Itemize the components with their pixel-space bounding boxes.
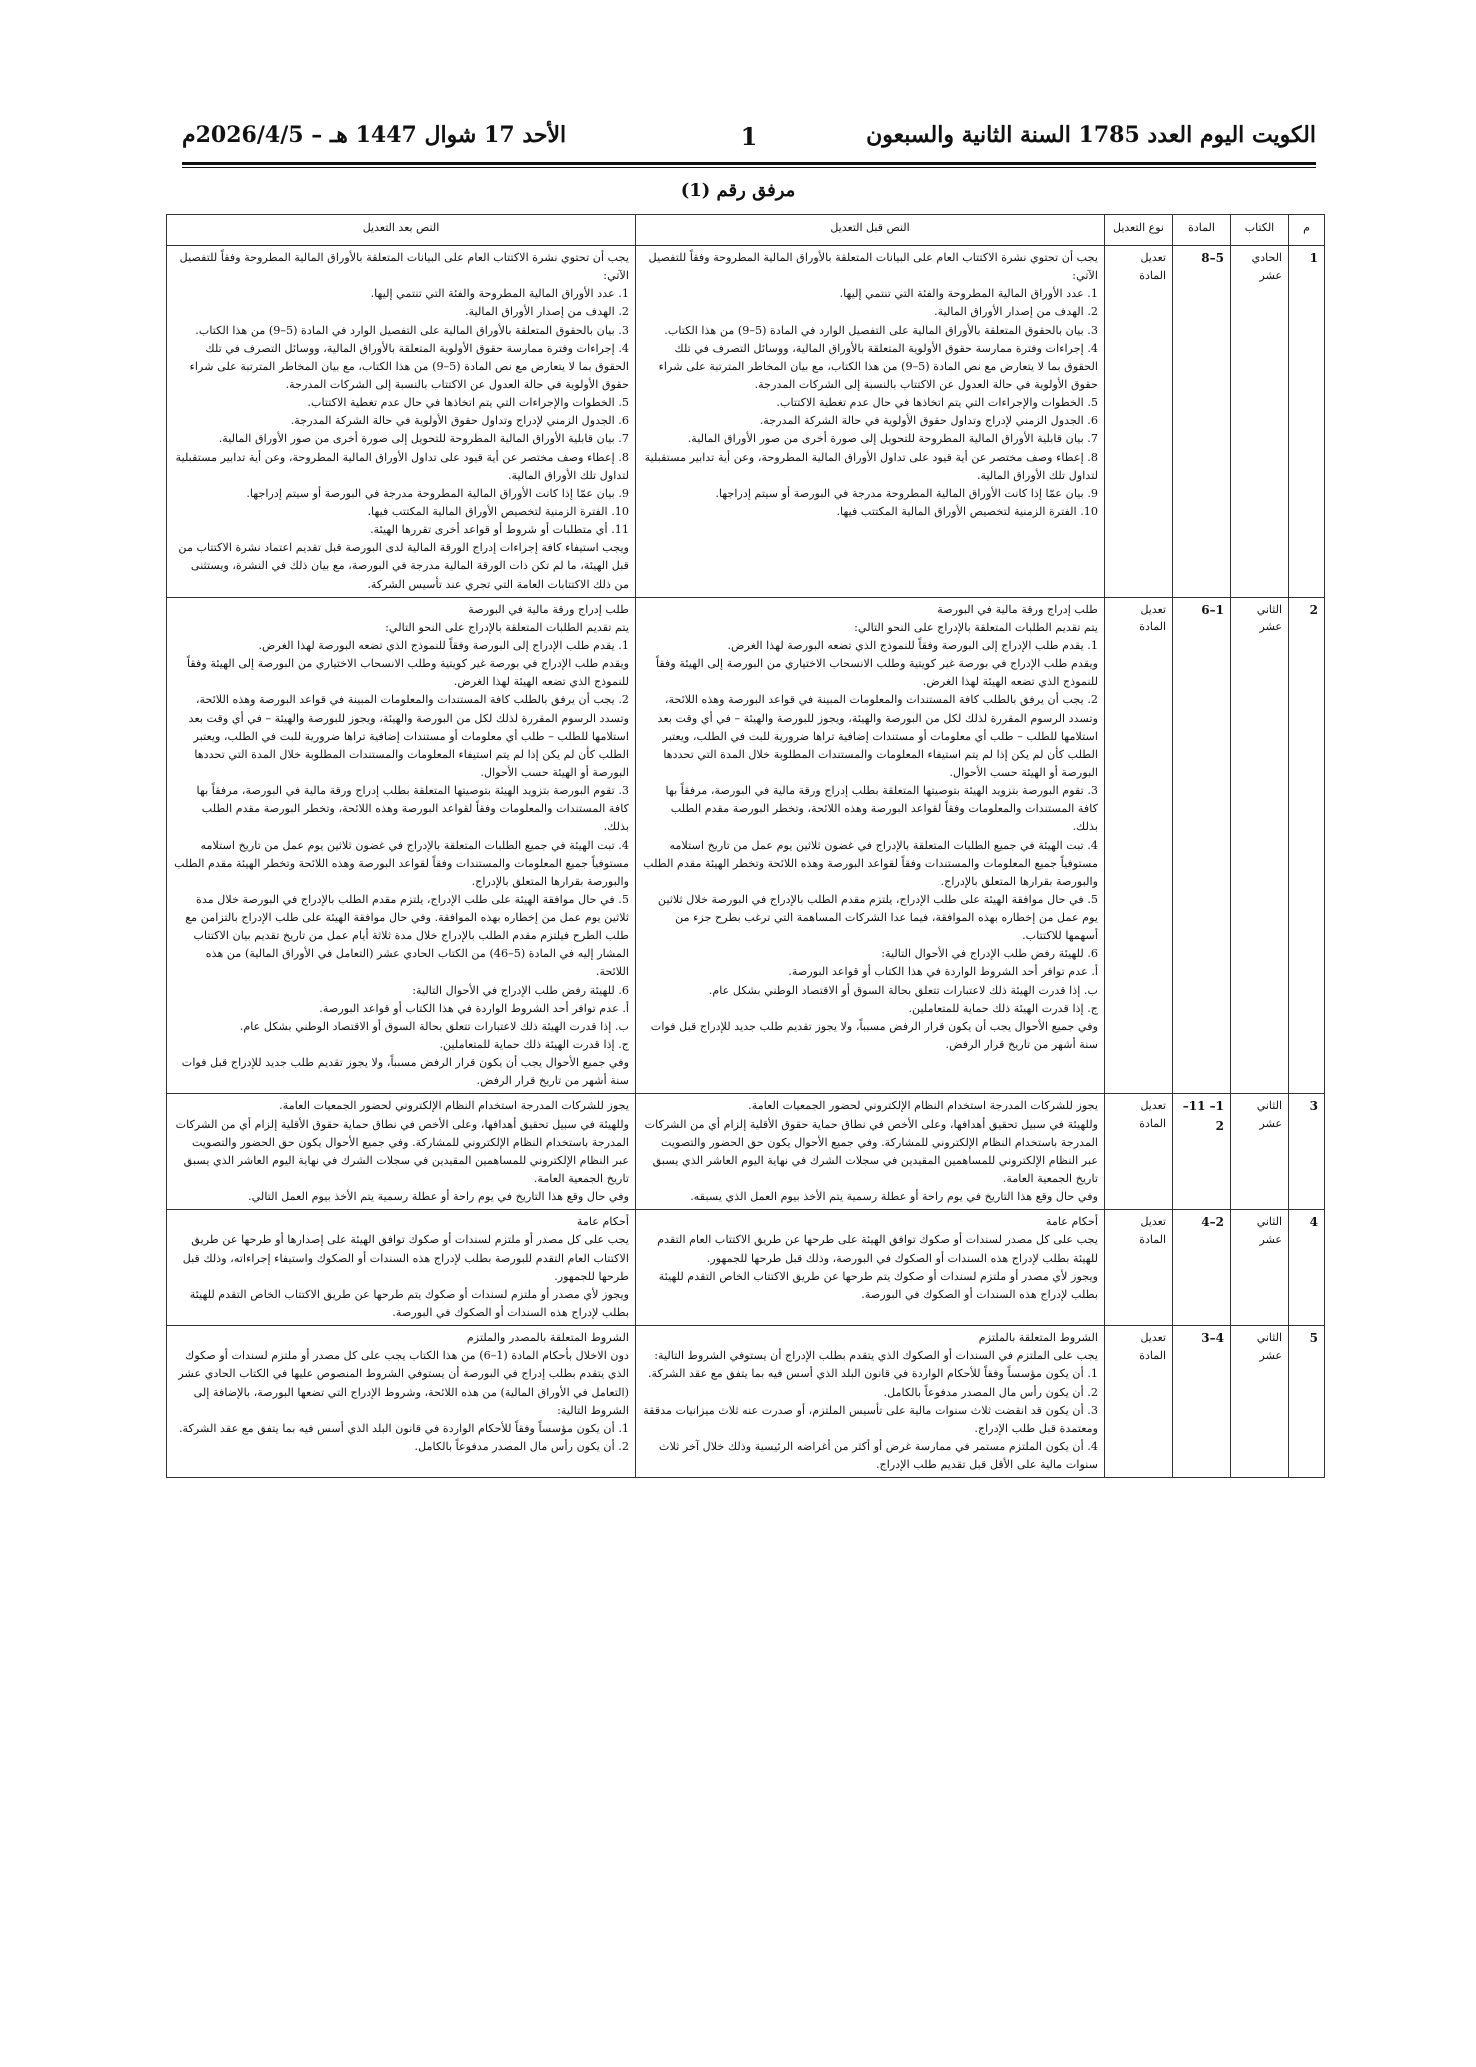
text-line: 2. الهدف من إصدار الأوراق المالية. (465, 305, 629, 319)
text-line: أحكام عامة (576, 1215, 629, 1229)
header-rule-thin (182, 167, 1316, 168)
col-header-after: النص بعد التعديل (167, 215, 636, 246)
row-number: 3 (1289, 1094, 1325, 1210)
text-line: 4. تبت الهيئة في جميع الطلبات المتعلقة بالإدراج في غضون ثلاثين يوم عمل من تاريخ استلامه مستوفياً جميع المعلومات والمستندات وفقاً لقواعد البورصة وهذه اللائحة وتخطر الهيئة مقدم الطلب والبورصة بقرارها المتعلق بالإدراج. (174, 838, 629, 888)
text-after-amendment (167, 1210, 636, 1326)
text-line: 3. بيان بالحقوق المتعلقة بالأوراق المالية على التفصيل الوارد في المادة (5–9) من هذا الكتاب. (664, 323, 1098, 337)
text-line: يجب على كل مصدر أو ملتزم لسندات أو صكوك توافق الهيئة على إصدارها أو طرحها عن طريق الاكتتاب العام التقدم للبورصة بطلب لإدراج هذه السندات أو الصكوك واستيفاء إجراءاته، وذلك قبل طرحها للجمهور. (182, 1233, 629, 1283)
text-line: يجب أن تحتوي نشرة الاكتتاب العام على البيانات المتعلقة بالأوراق المالية المطروحة وفقاً للتفصيل الآتي: (179, 251, 629, 283)
row-article: 1–6 (1173, 597, 1231, 1094)
text-line: وفي جميع الأحوال يجب أن يكون قرار الرفض مسبباً، ولا يجوز تقديم طلب جديد للإدراج قبل فوات سنة أشهر من تاريخ قرار الرفض. (650, 1019, 1098, 1052)
text-line: 6. للهيئة رفض طلب الإدراج في الأحوال التالية: (881, 947, 1098, 961)
header-rule-thick (182, 162, 1316, 165)
text-line: 2. أن يكون رأس مال المصدر مدفوعاً بالكامل. (414, 1440, 629, 1453)
text-line: 11. أي متطلبات أو شروط أو قواعد أخرى تقررها الهيئة. (370, 523, 629, 537)
text-line: ويقدم طلب الإدراج في بورصة غير كويتية وطلب الانسحاب الاختياري من البورصة إلى الهيئة وفقاً للنموذج الذي تضعه الهيئة لهذا الغرض. (655, 657, 1098, 689)
text-line: وللهيئة في سبيل تحقيق أهدافها، وعلى الأخص في نطاق حماية حقوق الأقلية إلزام أي من الشركات المدرجة باستخدام النظام الإلكتروني للمشاركة. وفي جميع الأحوال يكون حق الحضور والتصويت عبر النظام الإلكتروني للمساهمين المقيدين في سجلات الشرك في نهاية اليوم العاشر الذي يسبق تاريخ الجمعية العامة. (175, 1117, 629, 1186)
text-line: 2. الهدف من إصدار الأوراق المالية. (934, 305, 1098, 319)
text-line: ويقدم طلب الإدراج في بورصة غير كويتية وطلب الانسحاب الاختياري من البورصة إلى الهيئة وفقاً للنموذج الذي تضعه الهيئة لهذا الغرض. (186, 657, 629, 689)
text-line: 5. في حال موافقة الهيئة على طلب الإدراج، يلتزم مقدم الطلب بالإدراج في البورصة خلال مدة ثلاثين يوم عمل من إخطاره بهذه الموافقة. وفي حال موافقة الهيئة على طلب الإدراج بالتزامن مع طلب الطرح فيلتزم مقدم الطلب بالإدراج خلال مدة ثلاثة أيام عمل من تاريخ تقديم بيان الاكتتاب المشار إليه في المادة (5–46) من الكتاب الحادي عشر (التعامل في الأوراق المالية) من هذه اللائحة. (185, 892, 629, 979)
row-amendment-type: تعديل المادة (1105, 1094, 1173, 1210)
text-line: ب. إذا قدرت الهيئة ذلك لاعتبارات تتعلق بحالة السوق أو الاقتصاد الوطني بشكل عام. (239, 1019, 629, 1033)
text-after-amendment (167, 1326, 636, 1478)
text-before-amendment (636, 1094, 1105, 1210)
text-line: 1. يقدم طلب الإدراج إلى البورصة وفقاً للنموذج الذي تضعه البورصة لهذا الغرض. (258, 638, 629, 652)
text-after-amendment (167, 597, 636, 1094)
row-amendment-type: تعديل المادة (1105, 246, 1173, 598)
row-number: 2 (1289, 597, 1325, 1094)
row-amendment-type: تعديل المادة (1105, 597, 1173, 1094)
text-line: 3. تقوم البورصة بتزويد الهيئة بتوصيتها المتعلقة بطلب إدراج ورقة مالية في البورصة، مرفقاً بها كافة المستندات والمعلومات وفقاً لقواعد البورصة وهذه اللائحة، وتخطر البورصة مقدم الطلب بذلك. (665, 784, 1098, 834)
text-line: 8. إعطاء وصف مختصر عن أية قيود على تداول الأوراق المالية المطروحة، وعن أية تدابير مستقبلية لتداول تلك الأوراق المالية. (644, 450, 1098, 482)
text-before-amendment (636, 246, 1105, 598)
text-line: 10. الفترة الزمنية لتخصيص الأوراق المالية المكتتب فيها. (367, 504, 629, 518)
text-line: وفي حال وقع هذا التاريخ في يوم راحة أو عطلة رسمية يتم الأخذ بيوم العمل الذي يسبقه. (690, 1190, 1098, 1204)
text-line: 8. إعطاء وصف مختصر عن أية قيود على تداول الأوراق المالية المطروحة، وعن أية تدابير مستقبلية لتداول تلك الأوراق المالية. (175, 450, 629, 482)
col-header-num: م (1289, 215, 1325, 246)
text-line: أ. عدم توافر أحد الشروط الواردة في هذا الكتاب أو قواعد البورصة. (788, 965, 1098, 979)
text-line: 1. أن يكون مؤسساً وفقاً للأحكام الواردة في قانون البلد الذي أسس فيه بما يتفق مع عقد الشركة. (178, 1421, 629, 1435)
row-book: الثاني عشر (1231, 1210, 1289, 1326)
text-line: دون الاخلال بأحكام المادة (1–6) من هذا الكتاب يجب على كل مصدر أو ملتزم لسندات أو صكوك الذي يتقدم بطلب إدراج في البورصة أن يستوفي الشروط المنصوص عليها في الكتاب الحادي عشر (التعامل في الأوراق المالية) من هذه اللائحة، وشروط الإدراج التي تضعها البورصة، بالإضافة إلى الشروط التالية: (178, 1349, 629, 1417)
row-book: الثاني عشر (1231, 1326, 1289, 1478)
table-row (167, 246, 1325, 598)
text-line: ج. إذا قدرت الهيئة ذلك حماية للمتعاملين. (908, 1001, 1098, 1015)
row-number: 4 (1289, 1210, 1325, 1326)
col-header-book: الكتاب (1231, 215, 1289, 246)
text-line: أ. عدم توافر أحد الشروط الواردة في هذا الكتاب أو قواعد البورصة. (319, 1001, 629, 1015)
row-number: 5 (1289, 1326, 1325, 1478)
row-book: الحادي عشر (1231, 246, 1289, 598)
text-line: الشروط المتعلقة بالملتزم (978, 1331, 1098, 1345)
amendments-table (166, 214, 1325, 1478)
text-line: وفي حال وقع هذا التاريخ في يوم راحة أو عطلة رسمية يتم الأخذ بيوم العمل التالي. (248, 1190, 629, 1204)
row-number: 1 (1289, 246, 1325, 598)
text-line: وللهيئة في سبيل تحقيق أهدافها، وعلى الأخص في نطاق حماية حقوق الأقلية إلزام أي من الشركات المدرجة باستخدام النظام الإلكتروني للمشاركة. وفي جميع الأحوال يكون حق الحضور والتصويت عبر النظام الإلكتروني للمساهمين المقيدين في سجلات الشرك في نهاية اليوم العاشر الذي يسبق تاريخ الجمعية العامة. (644, 1117, 1098, 1186)
text-line: 2. يجب أن يرفق بالطلب كافة المستندات والمعلومات المبينة في قواعد البورصة وهذه اللائحة، وتسدد الرسوم المقررة لذلك لكل من البورصة والهيئة، ويجوز للبورصة والهيئة – في أي وقت بعد استلامها للطلب – طلب أي معلومات أو مستندات إضافية تراها ضرورية للبت في الطلب، ويعتبر الطلب كأن لم يكن إذا لم يتم استيفاء المعلومات والمستندات المطلوبة خلال المدة التي تحددها البورصة أو الهيئة حسب الأحوال. (188, 693, 629, 779)
text-line: 1. عدد الأوراق المالية المطروحة والفئة التي تنتمي إليها. (839, 287, 1098, 301)
row-article: 1– 11– 2 (1173, 1094, 1231, 1210)
text-line: 3. تقوم البورصة بتزويد الهيئة بتوصيتها المتعلقة بطلب إدراج ورقة مالية في البورصة، مرفقاً بها كافة المستندات والمعلومات وفقاً لقواعد البورصة وهذه اللائحة، وتخطر البورصة مقدم الطلب بذلك. (196, 784, 629, 834)
row-book: الثاني عشر (1231, 1094, 1289, 1210)
text-line: يجوز للشركات المدرجة استخدام النظام الإلكتروني لحضور الجمعيات العامة. (748, 1099, 1098, 1113)
text-line: ب. إذا قدرت الهيئة ذلك لاعتبارات تتعلق بحالة السوق أو الاقتصاد الوطني بشكل عام. (708, 983, 1098, 997)
text-line: يجب أن تحتوي نشرة الاكتتاب العام على البيانات المتعلقة بالأوراق المالية المطروحة وفقاً للتفصيل الآتي: (648, 251, 1098, 283)
text-line: 5. الخطوات والإجراءات التي يتم اتخاذها في حال عدم تغطية الاكتتاب. (776, 396, 1098, 410)
text-before-amendment (636, 1326, 1105, 1478)
text-line: يتم تقديم الطلبات المتعلقة بالإدراج على النحو التالي: (385, 620, 629, 634)
page-header (182, 118, 1316, 162)
text-line: ويجب استيفاء كافة إجراءات إدراج الورقة المالية لدى البورصة قبل تقديم اعتماد نشرة الاكتتاب من قبل الهيئة، ما لم تكن ذات الورقة المالية مدرجة في البورصة، مع بيان ذلك في النشرة، ويستثنى من ذلك الاكتتابات العامة التي تجري عند تأسيس الشركة. (178, 541, 629, 591)
table-row (167, 1094, 1325, 1210)
text-line: 2. يجب أن يرفق بالطلب كافة المستندات والمعلومات المبينة في قواعد البورصة وهذه اللائحة، وتسدد الرسوم المقررة لذلك لكل من البورصة والهيئة، ويجوز للبورصة والهيئة – في أي وقت بعد استلامها للطلب – طلب أي معلومات أو مستندات إضافية تراها ضرورية للبت في الطلب، ويعتبر الطلب كأن لم يكن إذا لم يتم استيفاء المعلومات والمستندات المطلوبة خلال المدة التي تحددها البورصة أو الهيئة حسب الأحوال. (657, 693, 1098, 779)
text-line: طلب إدراج ورقة مالية في البورصة (937, 602, 1098, 616)
text-line: 10. الفترة الزمنية لتخصيص الأوراق المالية المكتتب فيها. (836, 504, 1098, 518)
text-line: يجوز للشركات المدرجة استخدام النظام الإلكتروني لحضور الجمعيات العامة. (279, 1099, 629, 1113)
text-after-amendment (167, 246, 636, 598)
text-line: 5. الخطوات والإجراءات التي يتم اتخاذها في حال عدم تغطية الاكتتاب. (307, 396, 629, 410)
text-line: 9. بيان عمّا إذا كانت الأوراق المالية المطروحة مدرجة في البورصة أو سيتم إدراجها. (246, 486, 629, 500)
table-row (167, 1210, 1325, 1326)
text-line: يجب على كل مصدر لسندات أو صكوك توافق الهيئة على طرحها عن طريق الاكتتاب العام التقدم للهيئة بطلب لإدراج هذه السندات أو الصكوك في البورصة، وذلك قبل طرحها للجمهور. (657, 1233, 1098, 1265)
text-line: 7. بيان قابلية الأوراق المالية المطروحة للتحويل إلى صورة أخرى من صور الأوراق المالية. (687, 432, 1098, 446)
text-line: 6. الجدول الزمني لإدراج وتداول حقوق الأولوية في حالة الشركة المدرجة. (290, 414, 629, 428)
text-line: طلب إدراج ورقة مالية في البورصة (468, 602, 629, 616)
table-row (167, 1326, 1325, 1478)
text-line: وفي جميع الأحوال يجب أن يكون قرار الرفض مسبباً، ولا يجوز تقديم طلب جديد للإدراج قبل فوات سنة أشهر من تاريخ قرار الرفض. (181, 1056, 629, 1088)
table-row (167, 597, 1325, 1094)
attachment-caption: مرفق رقم (1) (680, 180, 796, 201)
row-article: 4–3 (1173, 1326, 1231, 1478)
row-amendment-type: تعديل المادة (1105, 1210, 1173, 1326)
col-header-article: المادة (1173, 215, 1231, 246)
text-line: يجب على الملتزم في السندات أو الصكوك الذي يتقدم بطلب الإدراج أن يستوفي الشروط التالية: (654, 1349, 1098, 1363)
text-line: 7. بيان قابلية الأوراق المالية المطروحة للتحويل إلى صورة أخرى من صور الأوراق المالية. (218, 432, 629, 446)
row-article: 5–8 (1173, 246, 1231, 598)
text-line: الشروط المتعلقة بالمصدر والملتزم (466, 1331, 629, 1345)
text-line: 4. أن يكون الملتزم مستمر في ممارسة غرض أو أكثر من أغراضه الرئيسية وذلك خلال آخر ثلاث سنوات مالية على الأقل قبل تقديم طلب الإدراج. (659, 1440, 1098, 1472)
col-header-type: نوع التعديل (1105, 215, 1173, 246)
text-line: 1. عدد الأوراق المالية المطروحة والفئة التي تنتمي إليها. (370, 287, 629, 301)
text-before-amendment (636, 597, 1105, 1094)
text-line: ج. إذا قدرت الهيئة ذلك حماية للمتعاملين. (439, 1038, 629, 1052)
text-line: ويجوز لأي مصدر أو ملتزم لسندات أو صكوك يتم طرحها عن طريق الاكتتاب الخاص التقدم للهيئة بطلب لإدراج هذه السندات أو الصكوك في البورصة. (189, 1287, 629, 1320)
gazette-issue-info: الكويت اليوم العدد 1785 السنة الثانية والسبعون (866, 122, 1316, 148)
text-line: أحكام عامة (1045, 1215, 1098, 1229)
text-line: 5. في حال موافقة الهيئة على طلب الإدراج، يلتزم مقدم الطلب بالإدراج في البورصة خلال ثلاثين يوم عمل من إخطاره بهذه الموافقة، فيما عدا الشركات المساهمة التي ترغب بطرح جزء من أسهمها للاكتتاب. (657, 892, 1098, 943)
row-amendment-type: تعديل المادة (1105, 1326, 1173, 1478)
page-number: 1 (740, 122, 758, 151)
col-header-before: النص قبل التعديل (636, 215, 1105, 246)
text-line: 3. بيان بالحقوق المتعلقة بالأوراق المالية على التفصيل الوارد في المادة (5–9) من هذا الكتاب. (195, 323, 629, 337)
text-line: يتم تقديم الطلبات المتعلقة بالإدراج على النحو التالي: (854, 620, 1098, 634)
text-line: 4. إجراءات وفترة ممارسة حقوق الأولوية المتعلقة بالأوراق المالية، ووسائل التصرف في تلك الحقوق بما لا يتعارض مع نص المادة (5–9) من هذا الكتاب، مع بيان المخاطر المترتبة على شراء حقوق الأولوية في حالة العدول عن الاكتتاب بالنسبة إلى الشركات المدرجة. (658, 341, 1098, 391)
text-after-amendment (167, 1094, 636, 1210)
text-line: 4. تبت الهيئة في جميع الطلبات المتعلقة بالإدراج في غضون ثلاثين يوم عمل من تاريخ استلامه مستوفياً جميع المعلومات والمستندات وفقاً لقواعد البورصة وهذه اللائحة وتخطر الهيئة مقدم الطلب والبورصة بقرارها المتعلق بالإدراج. (643, 838, 1098, 888)
text-line: 4. إجراءات وفترة ممارسة حقوق الأولوية المتعلقة بالأوراق المالية، ووسائل التصرف في تلك الحقوق بما لا يتعارض مع نص المادة (5–9) من هذا الكتاب، مع بيان المخاطر المترتبة على شراء حقوق الأولوية في حالة العدول عن الاكتتاب بالنسبة إلى الشركات المدرجة. (189, 341, 629, 391)
text-before-amendment (636, 1210, 1105, 1326)
table-header-row (167, 215, 1325, 246)
text-line: 3. أن يكون قد انقضت ثلاث سنوات مالية على تأسيس الملتزم، أو صدرت عنه ثلاث ميزانيات مدققة ومعتمدة قبل طلب الإدراج. (643, 1403, 1098, 1435)
text-line: 1. يقدم طلب الإدراج إلى البورصة وفقاً للنموذج الذي تضعه البورصة لهذا الغرض. (727, 638, 1098, 652)
text-line: 2. أن يكون رأس مال المصدر مدفوعاً بالكامل. (883, 1385, 1098, 1399)
text-line: 6. للهيئة رفض طلب الإدراج في الأحوال التالية: (412, 983, 629, 997)
text-line: ويجوز لأي مصدر أو ملتزم لسندات أو صكوك يتم طرحها عن طريق الاكتتاب الخاص التقدم للهيئة بطلب لإدراج هذه السندات أو الصكوك في البورصة. (658, 1269, 1098, 1301)
text-line: 9. بيان عمّا إذا كانت الأوراق المالية المطروحة مدرجة في البورصة أو سيتم إدراجها. (715, 486, 1098, 500)
text-line: 6. الجدول الزمني لإدراج وتداول حقوق الأولوية في حالة الشركة المدرجة. (759, 414, 1098, 428)
issue-date: الأحد 17 شوال 1447 هـ – 2026/4/5م (182, 122, 567, 148)
row-article: 2–4 (1173, 1210, 1231, 1326)
row-book: الثاني عشر (1231, 597, 1289, 1094)
text-line: 1. أن يكون مؤسساً وفقاً للأحكام الواردة في قانون البلد الذي أسس فيه بما يتفق مع عقد الشركة. (647, 1367, 1098, 1381)
